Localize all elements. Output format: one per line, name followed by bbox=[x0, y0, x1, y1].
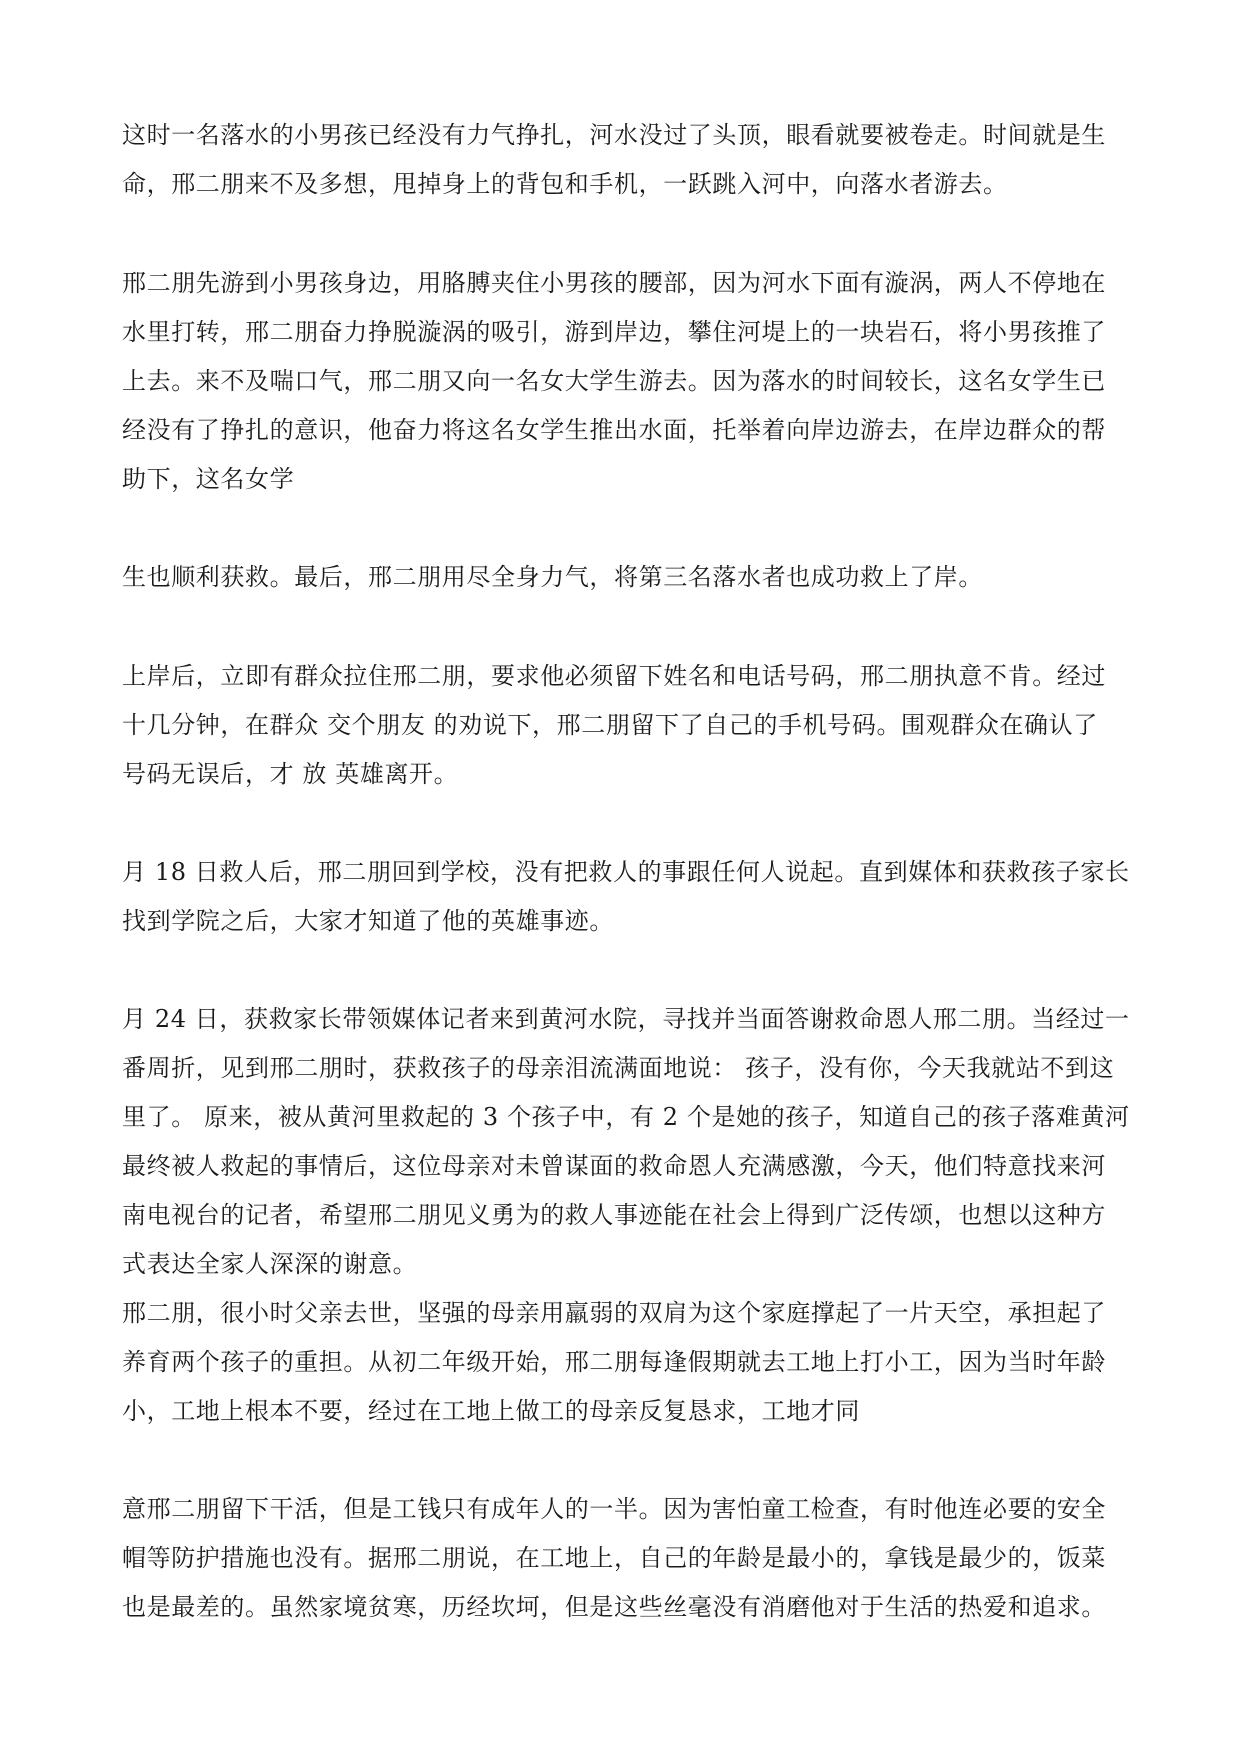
text-line: 经没有了挣扎的意识，他奋力将这名女学生推出水面，托举着向岸边游去，在岸边群众的帮 bbox=[122, 416, 1106, 444]
text-line: 月 18 日救人后，邢二朋回到学校，没有把救人的事跟任何人说起。直到媒体和获救孩子家长 bbox=[122, 858, 1130, 886]
text-line: 番周折，见到邢二朋时，获救孩子的母亲泪流满面地说： 孩子，没有你，今天我就站不到这 bbox=[122, 1054, 1115, 1082]
text-line: 小，工地上根本不要，经过在工地上做工的母亲反复恳求，工地才同 bbox=[122, 1397, 860, 1425]
paragraph-6 bbox=[122, 995, 1130, 1436]
paragraph-3 bbox=[122, 553, 1122, 602]
text-line: 命，邢二朋来不及多想，甩掉身上的背包和手机，一跃跳入河中，向落水者游去。 bbox=[122, 170, 1008, 198]
text-line: 养育两个孩子的重担。从初二年级开始，邢二朋每逢假期就去工地上打小工，因为当时年龄 bbox=[122, 1348, 1106, 1376]
text-line: 式表达全家人深深的谢意。 bbox=[122, 1250, 418, 1278]
text-line: 南电视台的记者，希望邢二朋见义勇为的救人事迹能在社会上得到广泛传颂，也想以这种方 bbox=[122, 1201, 1106, 1229]
text-line: 邢二朋，很小时父亲去世，坚强的母亲用羸弱的双肩为这个家庭撑起了一片天空，承担起了 bbox=[122, 1299, 1106, 1327]
text-line: 最终被人救起的事情后，这位母亲对未曾谋面的救命恩人充满感激，今天，他们特意找来河 bbox=[122, 1152, 1106, 1180]
paragraph-7 bbox=[122, 1485, 1122, 1632]
text-line: 助下，这名女学 bbox=[122, 465, 295, 493]
text-line: 号码无误后，才 放 英雄离开。 bbox=[122, 760, 459, 788]
paragraph-4 bbox=[122, 652, 1122, 799]
paragraph-5 bbox=[122, 848, 1130, 946]
text-line: 水里打转，邢二朋奋力挣脱漩涡的吸引，游到岸边，攀住河堤上的一块岩石，将小男孩推了 bbox=[122, 318, 1106, 346]
text-line: 上岸后，立即有群众拉住邢二朋，要求他必须留下姓名和电话号码，邢二朋执意不肯。经过 bbox=[122, 662, 1106, 690]
text-line: 里了。 原来，被从黄河里救起的 3 个孩子中，有 2 个是她的孩子，知道自己的孩子落难黄河 bbox=[122, 1103, 1130, 1131]
paragraph-2 bbox=[122, 259, 1122, 504]
text-line: 上去。来不及喘口气，邢二朋又向一名女大学生游去。因为落水的时间较长，这名女学生已 bbox=[122, 367, 1106, 395]
text-line: 也是最差的。虽然家境贫寒，历经坎坷，但是这些丝毫没有消磨他对于生活的热爱和追求。 bbox=[122, 1593, 1106, 1621]
text-line: 月 24 日，获救家长带领媒体记者来到黄河水院，寻找并当面答谢救命恩人邢二朋。当经过一 bbox=[122, 1005, 1130, 1033]
text-line: 这时一名落水的小男孩已经没有力气挣扎，河水没过了头顶，眼看就要被卷走。时间就是生 bbox=[122, 121, 1106, 149]
text-line: 十几分钟，在群众 交个朋友 的劝说下，邢二朋留下了自己的手机号码。围观群众在确认了 bbox=[122, 711, 1098, 739]
text-line: 意邢二朋留下干活，但是工钱只有成年人的一半。因为害怕童工检查，有时他连必要的安全 bbox=[122, 1495, 1106, 1523]
paragraph-1 bbox=[122, 111, 1122, 209]
text-line: 帽等防护措施也没有。据邢二朋说，在工地上，自己的年龄是最小的，拿钱是最少的，饭菜 bbox=[122, 1544, 1106, 1572]
text-line: 邢二朋先游到小男孩身边，用胳膊夹住小男孩的腰部，因为河水下面有漩涡，两人不停地在 bbox=[122, 269, 1106, 297]
text-line: 生也顺利获救。最后，邢二朋用尽全身力气，将第三名落水者也成功救上了岸。 bbox=[122, 563, 983, 591]
text-line: 找到学院之后，大家才知道了他的英雄事迹。 bbox=[122, 907, 614, 935]
